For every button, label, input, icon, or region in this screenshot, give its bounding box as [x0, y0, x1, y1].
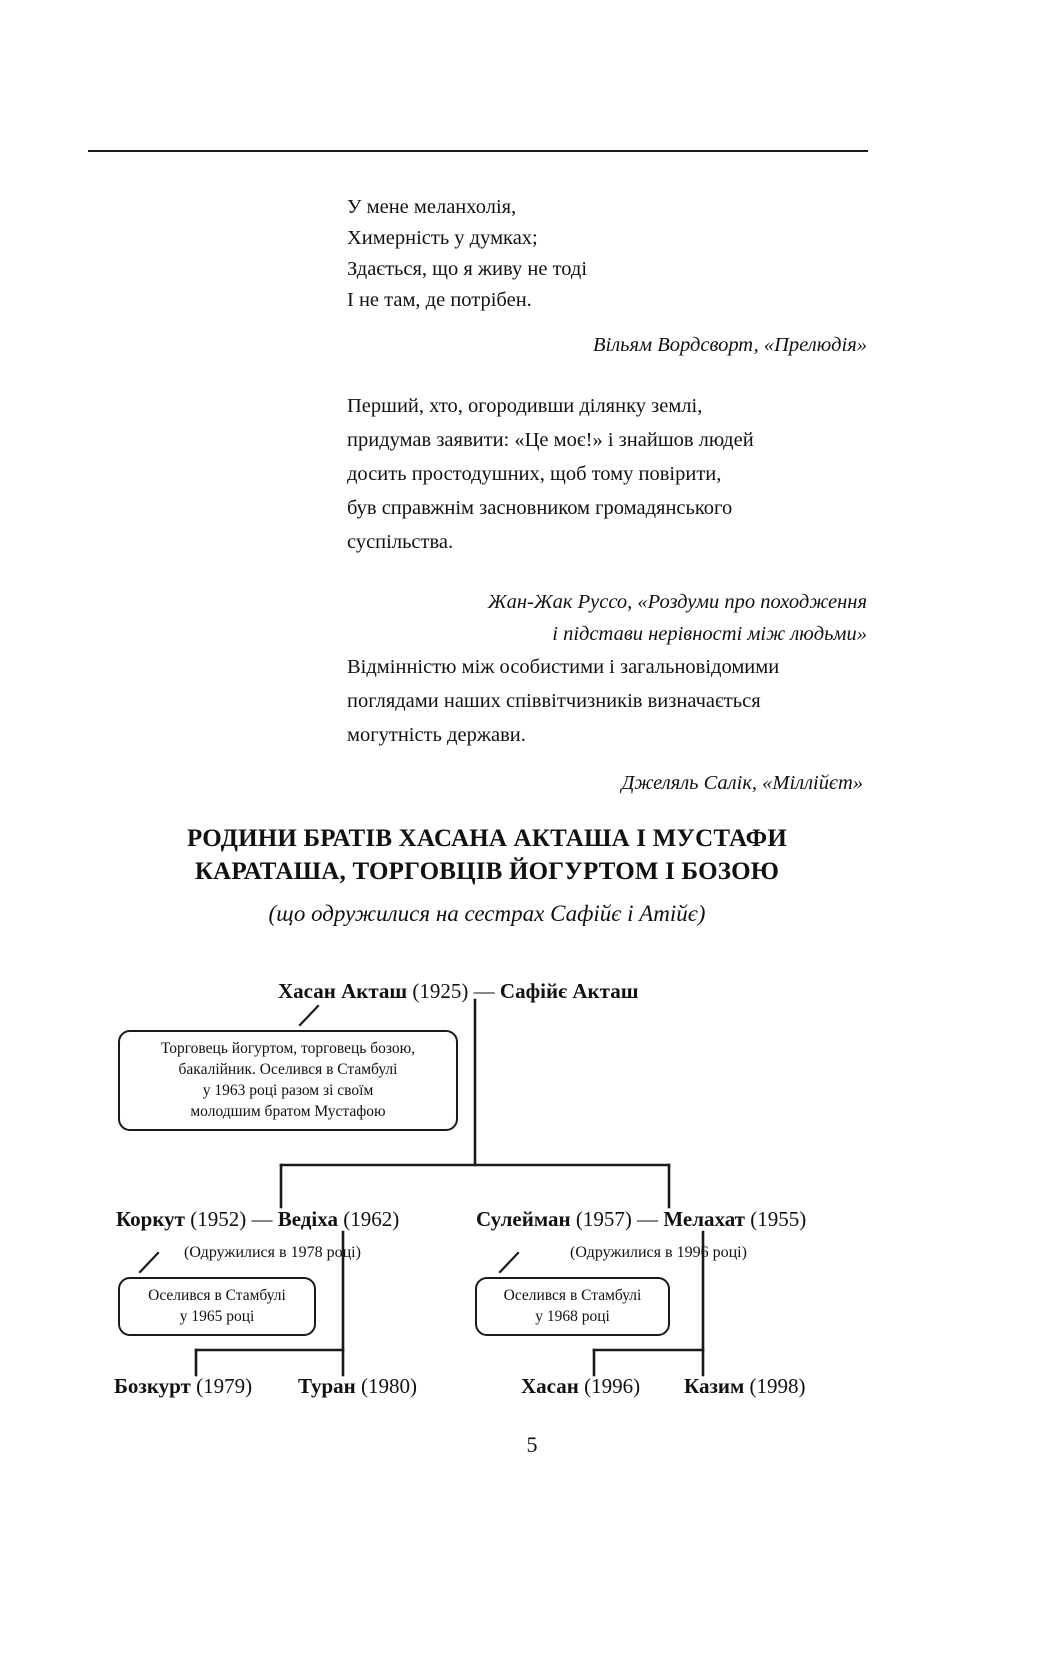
epigraph-block [347, 192, 867, 799]
tree-node-child-turan [298, 1373, 417, 1399]
tree-node-couple-korkut [116, 1206, 399, 1232]
tree-node-child-bozkurt [114, 1373, 252, 1399]
tree-node-child-hasan [521, 1373, 640, 1399]
child-year: (1996) [584, 1374, 641, 1398]
tree-node-couple-suleyman [476, 1206, 806, 1232]
note-box-suleyman [475, 1277, 670, 1336]
wife-name: Ведіха [277, 1207, 338, 1231]
prose-line: Відмінністю між особистими і загальновідомими [347, 656, 780, 678]
wife-year: (1962) [343, 1207, 400, 1231]
page-number: 5 [526, 1432, 538, 1457]
epigraph-salik [347, 650, 867, 799]
prose-line: могутність держави. [347, 724, 526, 746]
note-line: у 1968 році [535, 1308, 610, 1325]
root-husband-year: (1925) [412, 979, 469, 1003]
verse-line: І не там, де потрібен. [347, 289, 532, 311]
epigraph-attribution-line1: Жан-Жак Руссо, «Роздуми про походження [487, 591, 867, 613]
husband-year: (1952) [190, 1207, 247, 1231]
section-heading [92, 822, 882, 930]
child-year: (1980) [361, 1374, 417, 1398]
marriage-note-korkut: (Одружилися в 1978 році) [184, 1244, 361, 1261]
husband-name: Коркут [116, 1207, 185, 1231]
note-line: у 1965 році [179, 1308, 255, 1325]
wife-year: (1955) [750, 1207, 807, 1231]
note-line: у 1963 році разом зі своїм [202, 1082, 374, 1099]
child-name: Бозкурт [114, 1374, 191, 1398]
epigraph-rousseau [347, 389, 867, 650]
child-name: Туран [298, 1374, 356, 1398]
child-year: (1979) [196, 1374, 253, 1398]
child-name: Хасан [521, 1374, 579, 1398]
epigraph-wordsworth [347, 192, 867, 361]
prose-line: досить простодушних, щоб тому повірити, [347, 463, 722, 485]
husband-year: (1957) [575, 1207, 632, 1231]
note-line: Торговець йогуртом, торговець бозою, [160, 1040, 416, 1057]
verse-line: У мене меланхолія, [347, 196, 517, 218]
tree-node-root-couple [278, 978, 638, 1004]
note-line: бакалійник. Оселився в Стамбулі [178, 1061, 398, 1078]
prose-line: придумав заявити: «Це моє!» і знайшов людей [347, 429, 754, 451]
tree-node-child-kazim [684, 1373, 806, 1399]
root-wife-name: Сафійє Акташ [499, 979, 639, 1003]
marriage-dash: — [473, 979, 495, 1003]
wife-name: Мелахат [663, 1207, 745, 1231]
family-tree-diagram [0, 960, 1064, 1430]
epigraph-attribution: Вільям Вордсворт, «Прелюдія» [593, 334, 867, 356]
marriage-dash: — [637, 1207, 659, 1231]
note-line: молодшим братом Мустафою [190, 1103, 386, 1120]
section-heading-line2: КАРАТАША, ТОРГОВЦІВ ЙОГУРТОМ І БОЗОЮ [194, 858, 780, 885]
marriage-note-suleyman: (Одружилися в 1996 році) [570, 1244, 747, 1261]
note-box-korkut [118, 1277, 316, 1336]
epigraph-attribution: Джеляль Салік, «Міллійєт» [621, 772, 863, 794]
header-rule [88, 150, 868, 152]
husband-name: Сулейман [476, 1207, 571, 1231]
child-name: Казим [684, 1374, 745, 1398]
root-husband-name: Хасан Акташ [278, 979, 408, 1003]
epigraph-attribution-line2: і підстави нерівності між людьми» [552, 623, 867, 645]
prose-line: суспільства. [347, 531, 454, 553]
prose-line: був справжнім засновником громадянського [347, 497, 733, 519]
note-box-root [118, 1030, 458, 1131]
child-year: (1998) [749, 1374, 806, 1398]
prose-line: Перший, хто, огородивши ділянку землі, [347, 395, 703, 417]
section-subtitle: (що одружилися на сестрах Сафійє і Атійє) [268, 901, 706, 926]
section-heading-line1: РОДИНИ БРАТІВ ХАСАНА АКТАША І МУСТАФИ [186, 825, 787, 852]
verse-line: Химерність у думках; [347, 227, 538, 249]
verse-line: Здається, що я живу не тоді [347, 258, 588, 280]
marriage-dash: — [251, 1207, 273, 1231]
prose-line: поглядами наших співвітчизників визначається [347, 690, 761, 712]
note-line: Оселився в Стамбулі [503, 1287, 642, 1304]
note-line: Оселився в Стамбулі [148, 1287, 286, 1304]
